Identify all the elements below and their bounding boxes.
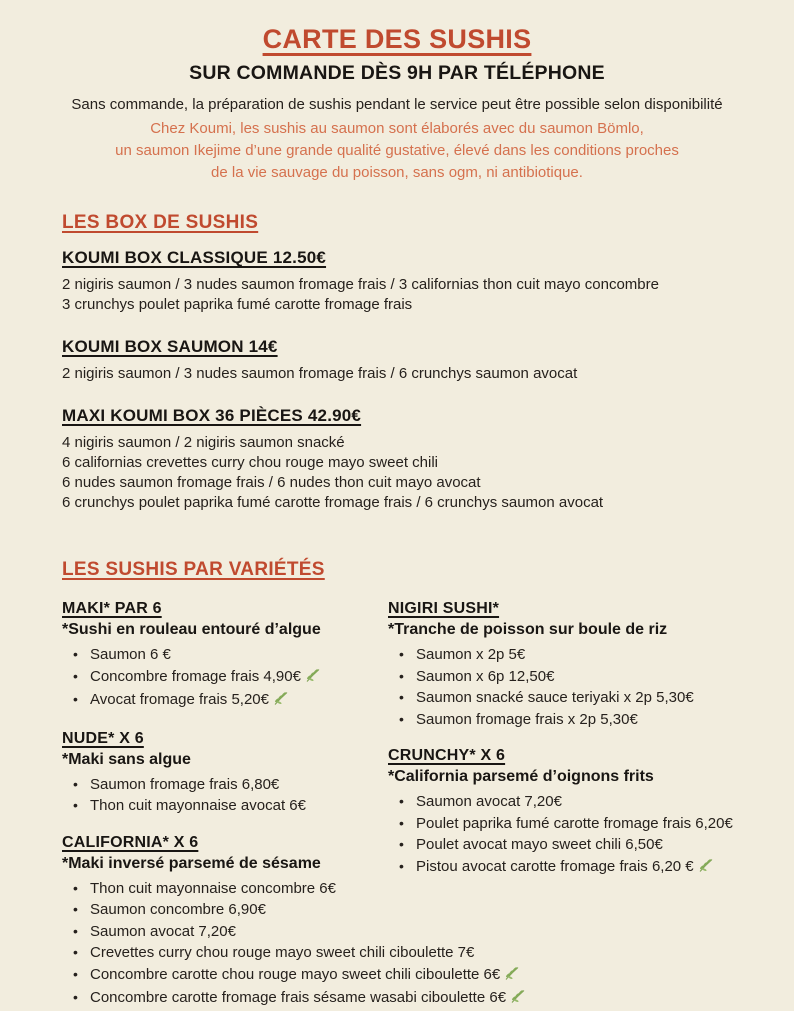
box-group: [62, 337, 732, 384]
box-composition-line: 6 californias crevettes curry chou rouge mayo sweet chili: [62, 454, 438, 471]
menu-item: [62, 689, 388, 713]
box-composition-line: 2 nigiris saumon / 3 nudes saumon fromage frais / 3 californias thon cuit mayo concombre: [62, 276, 659, 293]
order-subtitle: SUR COMMANDE DÈS 9H PAR TÉLÉPHONE: [189, 62, 605, 84]
varieties-section: [62, 559, 732, 1011]
menu-item-text: Poulet paprika fumé carotte fromage frais 6,20€: [416, 814, 733, 832]
salmon-intro: [62, 118, 732, 184]
menu-item: [388, 666, 733, 688]
box-name: KOUMI BOX CLASSIQUE 12.50€: [62, 248, 327, 267]
box-composition-line: 4 nigiris saumon / 2 nigiris saumon snacké: [62, 434, 345, 451]
vegetarian-leaf-icon: [510, 989, 526, 1011]
box-section: [62, 212, 732, 513]
box-composition-line: 3 crunchys poulet paprika fumé carotte fromage frais: [62, 296, 413, 313]
menu-item: [62, 942, 475, 964]
box-name: KOUMI BOX SAUMON 14€: [62, 337, 278, 356]
box-list: [62, 248, 732, 513]
menu-item-text: Saumon 6 €: [90, 646, 171, 663]
variety-group: [62, 600, 388, 713]
menu-item: [388, 856, 733, 880]
menu-item: [62, 774, 388, 796]
varieties-columns: [62, 583, 732, 1011]
box-section-heading: LES BOX DE SUSHIS: [62, 212, 259, 233]
variety-name: NUDE* X 6: [62, 729, 144, 747]
variety-name: MAKI* PAR 6: [62, 600, 162, 617]
menu-item-text: Saumon snacké sauce teriyaki x 2p 5,30€: [416, 689, 694, 706]
box-group: [62, 406, 732, 513]
variety-group: [388, 600, 733, 730]
box-composition: [62, 433, 732, 513]
variety-description: *Maki sans algue: [62, 750, 191, 768]
varieties-section-heading: LES SUSHIS PAR VARIÉTÉS: [62, 559, 325, 580]
menu-item-text: Concombre carotte chou rouge mayo sweet chili ciboulette 6€: [90, 965, 501, 983]
menu-item-text: Concombre fromage frais 4,90€: [90, 667, 301, 685]
menu-item: [62, 644, 388, 666]
variety-name: CRUNCHY* X 6: [388, 747, 506, 764]
variety-group: [62, 730, 388, 817]
intro-line: de la vie sauvage du poisson, sans ogm, ni antibiotique.: [211, 164, 583, 181]
page-title: CARTE DES SUSHIS: [262, 24, 532, 54]
menu-item: [62, 921, 388, 943]
menu-item: [388, 834, 733, 856]
intro-line: Chez Koumi, les sushis au saumon sont élaborés avec du saumon Bömlo,: [150, 120, 644, 137]
variety-description: *Sushi en rouleau entouré d’algue: [62, 621, 321, 638]
menu-item-text: Saumon x 6p 12,50€: [416, 667, 555, 685]
menu-item-text: Saumon avocat 7,20€: [416, 793, 562, 810]
menu-item: [62, 666, 388, 690]
box-group: [62, 248, 732, 315]
menu-item: [62, 795, 388, 817]
box-composition-line: 6 crunchys poulet paprika fumé carotte fromage frais / 6 crunchys saumon avocat: [62, 494, 604, 511]
menu-item-text: Concombre carotte fromage frais sésame wasabi ciboulette 6€: [90, 989, 507, 1006]
menu-item: [388, 644, 733, 666]
menu-item: [388, 791, 733, 813]
menu-item-text: Poulet avocat mayo sweet chili 6,50€: [416, 836, 663, 853]
intro-line: un saumon Ikejime d’une grande qualité gustative, élevé dans les conditions proches: [115, 142, 679, 159]
vegetarian-leaf-icon: [273, 691, 289, 713]
menu-item-text: Saumon fromage frais x 2p 5,30€: [416, 710, 638, 728]
menu-item: [388, 813, 733, 835]
variety-item-list: [62, 774, 388, 817]
variety-group: [62, 833, 507, 1011]
box-name: MAXI KOUMI BOX 36 PIÈCES 42.90€: [62, 406, 362, 425]
menu-item: [62, 899, 388, 921]
menu-item: [62, 987, 507, 1011]
menu-item-text: Thon cuit mayonnaise concombre 6€: [90, 879, 336, 897]
variety-item-list: [388, 644, 733, 730]
box-composition: [62, 364, 732, 384]
vegetarian-leaf-icon: [305, 668, 321, 690]
menu-item: [62, 964, 501, 988]
vegetarian-leaf-icon: [698, 858, 714, 880]
availability-note: Sans commande, la préparation de sushis pendant le service peut être possible selon disponibilité: [71, 96, 723, 113]
variety-description: *California parsemé d’oignons frits: [388, 768, 654, 785]
menu-item: [62, 878, 388, 900]
variety-description: *Maki inversé parsemé de sésame: [62, 854, 321, 872]
variety-name: CALIFORNIA* X 6: [62, 833, 199, 851]
menu-item-text: Pistou avocat carotte fromage frais 6,20 €: [416, 857, 694, 875]
menu-item-text: Saumon fromage frais 6,80€: [90, 775, 280, 793]
box-composition-line: 6 nudes saumon fromage frais / 6 nudes thon cuit mayo avocat: [62, 474, 481, 491]
variety-group: [388, 747, 733, 879]
variety-name: NIGIRI SUSHI*: [388, 600, 500, 617]
menu-item-text: Thon cuit mayonnaise avocat 6€: [90, 797, 306, 814]
variety-description: *Tranche de poisson sur boule de riz: [388, 621, 668, 638]
vegetarian-leaf-icon: [504, 966, 520, 988]
menu-item-text: Crevettes curry chou rouge mayo sweet chili ciboulette 7€: [90, 944, 475, 961]
menu-item-text: Saumon avocat 7,20€: [90, 922, 236, 940]
variety-item-list: [62, 644, 388, 713]
box-composition-line: 2 nigiris saumon / 3 nudes saumon fromage frais / 6 crunchys saumon avocat: [62, 365, 578, 382]
menu-item-text: Saumon x 2p 5€: [416, 646, 526, 663]
variety-item-list: [62, 878, 507, 1011]
box-composition: [62, 275, 732, 315]
variety-item-list: [388, 791, 733, 879]
menu-header: [62, 24, 732, 184]
menu-item: [388, 687, 733, 709]
menu-item: [388, 709, 733, 731]
menu-item-text: Avocat fromage frais 5,20€: [90, 691, 269, 708]
menu-item-text: Saumon concombre 6,90€: [90, 901, 266, 918]
